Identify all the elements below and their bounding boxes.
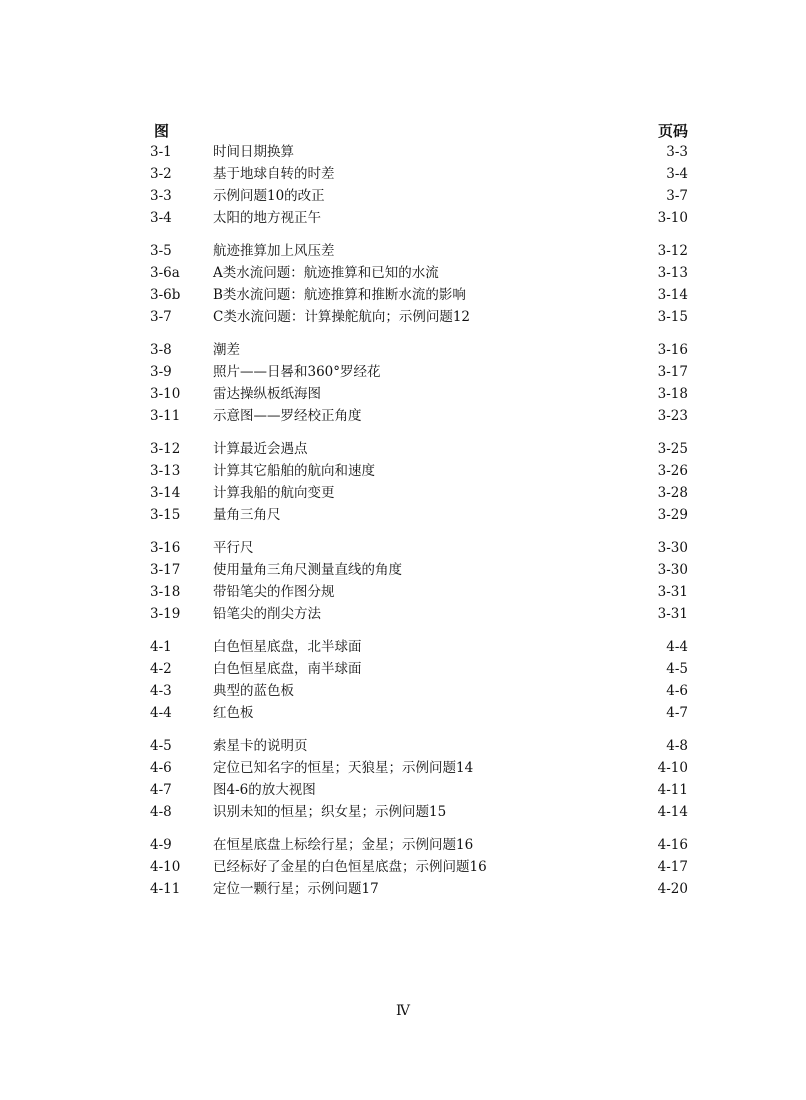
figure-number: 3-10	[150, 386, 181, 402]
figure-page-number: 3-15	[657, 309, 688, 325]
figure-number: 3-13	[150, 463, 181, 479]
figure-number: 3-3	[150, 188, 172, 204]
figure-title: 量角三角尺	[213, 507, 281, 523]
figure-entry	[150, 306, 688, 328]
figure-number: 4-4	[150, 705, 172, 721]
figure-page-number: 3-10	[657, 210, 688, 226]
figure-group	[150, 636, 688, 724]
figure-number: 3-8	[150, 342, 172, 358]
figure-number: 4-6	[150, 760, 172, 776]
figure-number: 3-19	[150, 606, 181, 622]
figure-group	[150, 141, 688, 229]
figure-page-number: 3-25	[657, 441, 688, 457]
figure-number: 3-18	[150, 584, 181, 600]
figure-entry	[150, 141, 688, 163]
figure-page-number: 4-6	[666, 683, 688, 699]
figure-title: 计算其它船舶的航向和速度	[213, 463, 375, 479]
list-header	[150, 120, 688, 142]
figure-page-number: 4-17	[657, 859, 688, 875]
figure-group	[150, 735, 688, 823]
figure-page-number: 3-3	[666, 144, 688, 160]
figure-entry	[150, 834, 688, 856]
figure-title: 典型的蓝色板	[213, 683, 294, 699]
figure-number: 3-2	[150, 166, 172, 182]
figure-page-number: 3-28	[657, 485, 688, 501]
figure-number: 4-5	[150, 738, 172, 754]
figure-entry	[150, 339, 688, 361]
figure-number: 3-12	[150, 441, 181, 457]
figure-number: 4-8	[150, 804, 172, 820]
figure-title: 示例问题10的改正	[213, 188, 325, 204]
figure-title: 基于地球自转的时差	[213, 166, 335, 182]
figure-list	[150, 141, 688, 911]
figure-number: 3-11	[150, 408, 181, 424]
figure-title: 时间日期换算	[213, 144, 294, 160]
figure-page-number: 4-10	[657, 760, 688, 776]
figure-entry	[150, 207, 688, 229]
figure-title: 使用量角三角尺测量直线的角度	[213, 562, 402, 578]
figure-entry	[150, 779, 688, 801]
figure-page-number: 3-23	[657, 408, 688, 424]
figure-entry	[150, 658, 688, 680]
figure-number: 3-15	[150, 507, 181, 523]
figure-title: 太阳的地方视正午	[213, 210, 321, 226]
figure-title: 照片——日晷和360°罗经花	[213, 364, 381, 380]
figure-title: 索星卡的说明页	[213, 738, 308, 754]
figure-number: 3-17	[150, 562, 181, 578]
figure-entry	[150, 735, 688, 757]
page-column-header: 页码	[657, 122, 688, 140]
figure-page-number: 3-29	[657, 507, 688, 523]
figure-entry	[150, 185, 688, 207]
figure-page-number: 3-31	[657, 606, 688, 622]
figure-title: 白色恒星底盘，南半球面	[213, 661, 362, 677]
figure-entry	[150, 680, 688, 702]
figure-title: 带铅笔尖的作图分规	[213, 584, 335, 600]
figure-entry	[150, 240, 688, 262]
figure-number: 3-7	[150, 309, 172, 325]
figure-page-number: 3-4	[666, 166, 688, 182]
figure-number: 4-3	[150, 683, 172, 699]
figure-page-number: 3-30	[657, 562, 688, 578]
figure-group	[150, 339, 688, 427]
figure-number: 3-4	[150, 210, 172, 226]
figure-entry	[150, 801, 688, 823]
figure-entry	[150, 537, 688, 559]
figure-page-number: 4-7	[666, 705, 688, 721]
figure-title: 航迹推算加上风压差	[213, 243, 335, 259]
figure-number: 3-9	[150, 364, 172, 380]
figure-entry	[150, 383, 688, 405]
figure-page-number: 3-12	[657, 243, 688, 259]
figure-title: 定位一颗行星；示例问题17	[213, 881, 379, 897]
figure-number: 4-10	[150, 859, 181, 875]
figure-title: 图4-6的放大视图	[213, 782, 316, 798]
figure-entry	[150, 504, 688, 526]
figure-entry	[150, 603, 688, 625]
figure-title: 已经标好了金星的白色恒星底盘；示例问题16	[213, 859, 487, 875]
figure-title: 计算最近会遇点	[213, 441, 308, 457]
figure-number: 4-11	[150, 881, 181, 897]
figure-number: 4-1	[150, 639, 172, 655]
figure-entry	[150, 636, 688, 658]
figure-entry	[150, 163, 688, 185]
figure-page-number: 4-14	[657, 804, 688, 820]
figure-page-number: 3-17	[657, 364, 688, 380]
figure-page-number: 4-20	[657, 881, 688, 897]
figure-page-number: 3-31	[657, 584, 688, 600]
figure-number: 3-16	[150, 540, 181, 556]
figure-number: 3-6b	[150, 287, 181, 303]
figure-number: 4-2	[150, 661, 172, 677]
figure-entry	[150, 262, 688, 284]
figure-number: 3-14	[150, 485, 181, 501]
figure-title: A类水流问题：航迹推算和已知的水流	[213, 265, 439, 281]
figure-column-header: 图	[154, 122, 170, 140]
figure-title: 识别未知的恒星；织女星；示例问题15	[213, 804, 447, 820]
figure-title: C类水流问题：计算操舵航向；示例问题12	[213, 309, 471, 325]
figure-entry	[150, 856, 688, 878]
figure-entry	[150, 405, 688, 427]
figure-entry	[150, 757, 688, 779]
figure-page-number: 4-4	[666, 639, 688, 655]
figure-number: 3-5	[150, 243, 172, 259]
figure-group	[150, 438, 688, 526]
figure-entry	[150, 559, 688, 581]
figure-title: 计算我船的航向变更	[213, 485, 335, 501]
figure-title: 红色板	[213, 705, 254, 721]
figure-entry	[150, 581, 688, 603]
figure-page-number: 3-13	[657, 265, 688, 281]
figure-page-number: 3-16	[657, 342, 688, 358]
figure-group	[150, 834, 688, 900]
figure-page-number: 3-30	[657, 540, 688, 556]
figure-page-number: 4-16	[657, 837, 688, 853]
figure-number: 3-1	[150, 144, 172, 160]
figure-title: 示意图——罗经校正角度	[213, 408, 362, 424]
figure-entry	[150, 284, 688, 306]
figure-title: 平行尺	[213, 540, 254, 556]
figure-entry	[150, 460, 688, 482]
figure-page-number: 4-5	[666, 661, 688, 677]
figure-number: 3-6a	[150, 265, 180, 281]
figure-page-number: 3-18	[657, 386, 688, 402]
figure-page-number: 3-26	[657, 463, 688, 479]
figure-group	[150, 240, 688, 328]
figure-entry	[150, 702, 688, 724]
figure-title: 铅笔尖的削尖方法	[213, 606, 321, 622]
figure-entry	[150, 878, 688, 900]
figure-page-number: 3-14	[657, 287, 688, 303]
figure-number: 4-7	[150, 782, 172, 798]
figure-page-number: 4-11	[657, 782, 688, 798]
figure-title: 白色恒星底盘，北半球面	[213, 639, 362, 655]
figure-entry	[150, 361, 688, 383]
figure-title: 定位已知名字的恒星；天狼星；示例问题14	[213, 760, 474, 776]
figure-title: 潮差	[213, 342, 240, 358]
figure-entry	[150, 438, 688, 460]
figure-number: 4-9	[150, 837, 172, 853]
figure-title: B类水流问题：航迹推算和推断水流的影响	[213, 287, 466, 303]
figure-group	[150, 537, 688, 625]
figure-entry	[150, 482, 688, 504]
page-number: Ⅳ	[396, 1003, 410, 1019]
figure-title: 雷达操纵板纸海图	[213, 386, 321, 402]
figure-page-number: 3-7	[666, 188, 688, 204]
figure-title: 在恒星底盘上标绘行星；金星；示例问题16	[213, 837, 474, 853]
figure-page-number: 4-8	[666, 738, 688, 754]
